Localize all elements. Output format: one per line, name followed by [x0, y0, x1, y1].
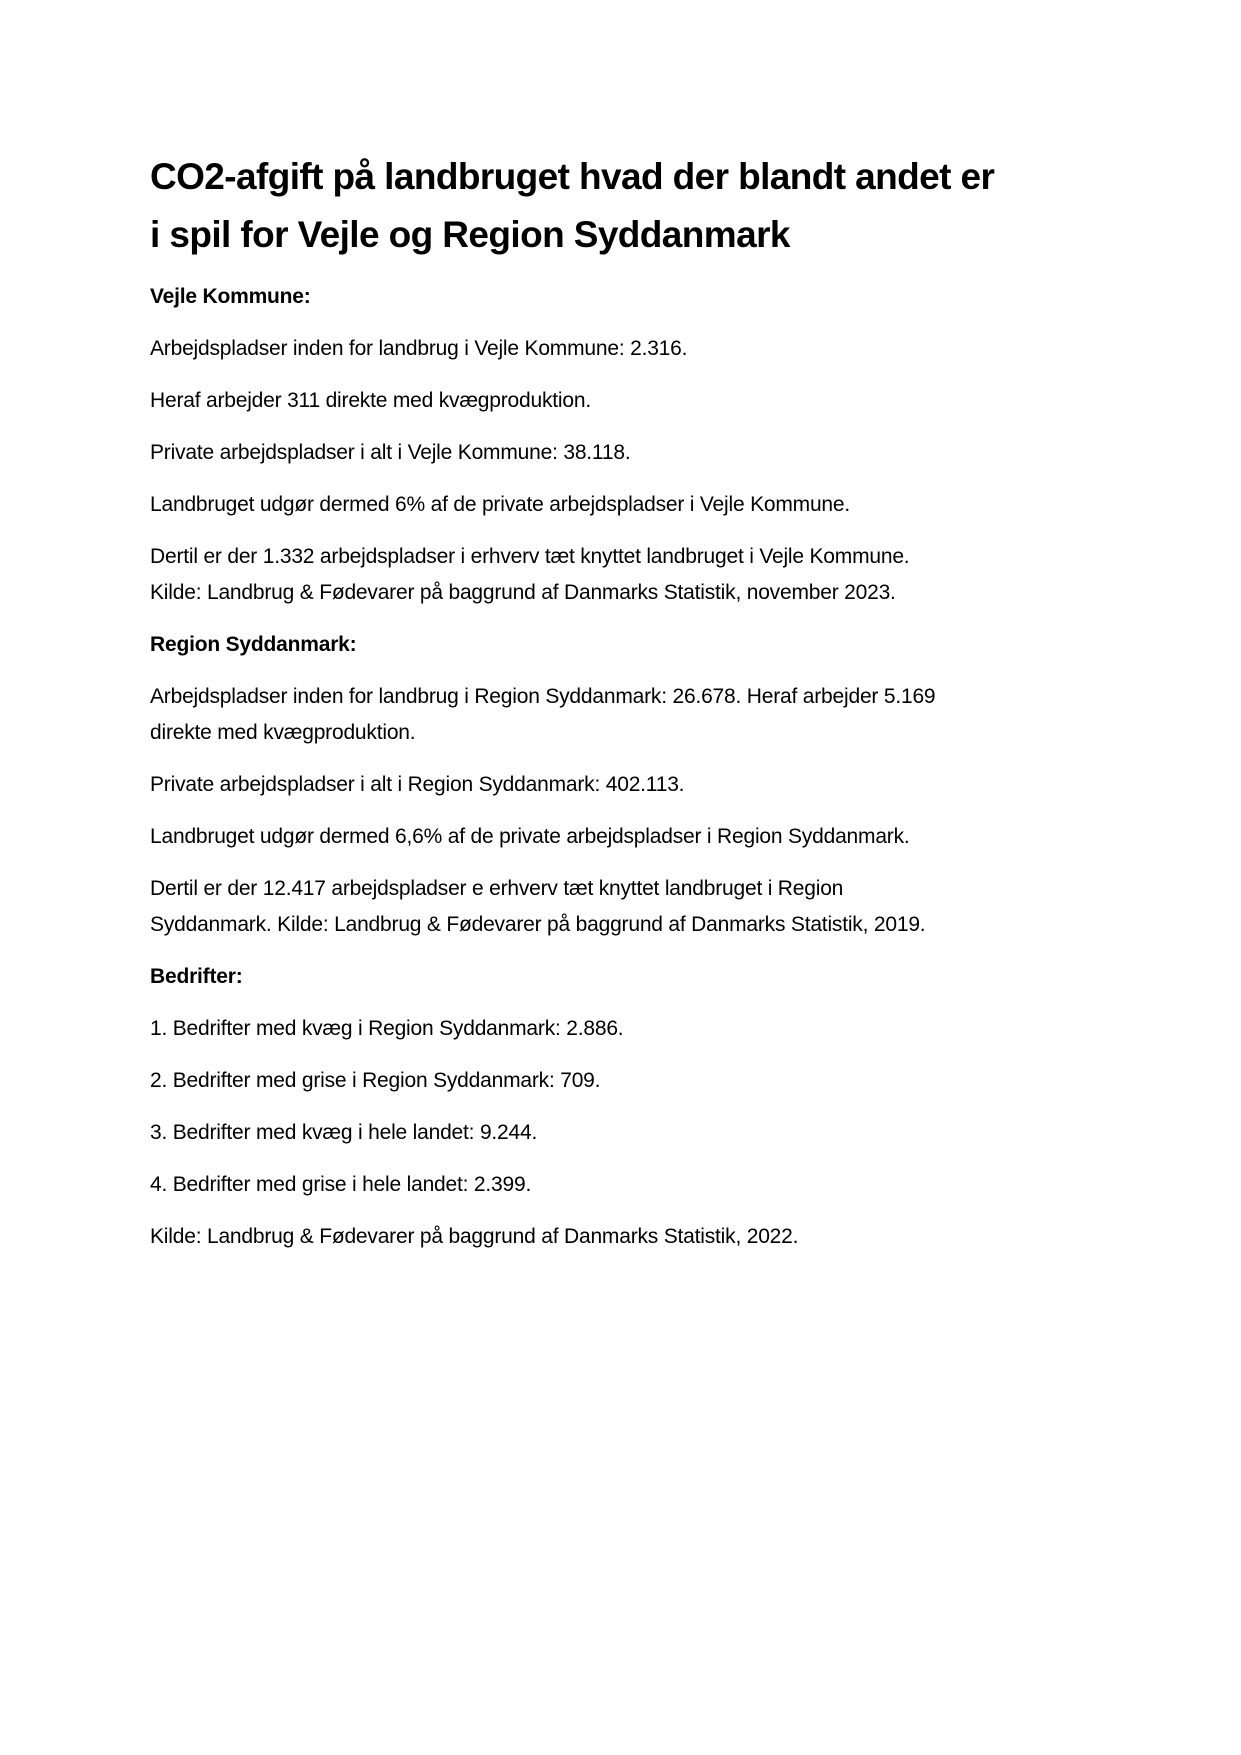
list-item: 2. Bedrifter med grise i Region Syddanmark: 709.: [150, 1069, 601, 1092]
source-note: Kilde: Landbrug & Fødevarer på baggrund af Danmarks Statistik, 2022.: [150, 1225, 799, 1248]
source-note: Kilde: Landbrug & Fødevarer på baggrund af Danmarks Statistik, november 2023.: [150, 581, 896, 604]
paragraph: Dertil er der 12.417 arbejdspladser e erhverv tæt knyttet landbruget i Region: [150, 877, 844, 900]
section-heading-region: Region Syddanmark:: [150, 633, 357, 656]
source-note: Syddanmark. Kilde: Landbrug & Fødevarer på baggrund af Danmarks Statistik, 2019.: [150, 913, 926, 936]
paragraph: Dertil er der 1.332 arbejdspladser i erhverv tæt knyttet landbruget i Vejle Kommune.: [150, 545, 910, 568]
paragraph: Arbejdspladser inden for landbrug i Region Syddanmark: 26.678. Heraf arbejder 5.169: [150, 685, 936, 708]
list-item: 3. Bedrifter med kvæg i hele landet: 9.244.: [150, 1121, 538, 1144]
page-title: [150, 148, 1110, 264]
paragraph: Landbruget udgør dermed 6% af de private arbejdspladser i Vejle Kommune.: [150, 493, 851, 516]
paragraph: Heraf arbejder 311 direkte med kvægproduktion.: [150, 389, 591, 412]
paragraph: direkte med kvægproduktion.: [150, 721, 416, 744]
paragraph: Private arbejdspladser i alt i Vejle Kommune: 38.118.: [150, 441, 631, 464]
title-line-2: i spil for Vejle og Region Syddanmark: [150, 214, 790, 255]
section-heading-vejle: Vejle Kommune:: [150, 285, 311, 308]
list-item: 4. Bedrifter med grise i hele landet: 2.399.: [150, 1173, 532, 1196]
section-heading-bedrifter: Bedrifter:: [150, 965, 243, 988]
paragraph: Private arbejdspladser i alt i Region Syddanmark: 402.113.: [150, 773, 685, 796]
paragraph: Arbejdspladser inden for landbrug i Vejle Kommune: 2.316.: [150, 337, 688, 360]
title-line-1: CO2-afgift på landbruget hvad der blandt andet er: [150, 156, 995, 197]
paragraph: Landbruget udgør dermed 6,6% af de private arbejdspladser i Region Syddanmark.: [150, 825, 910, 848]
list-item: 1. Bedrifter med kvæg i Region Syddanmark: 2.886.: [150, 1017, 624, 1040]
